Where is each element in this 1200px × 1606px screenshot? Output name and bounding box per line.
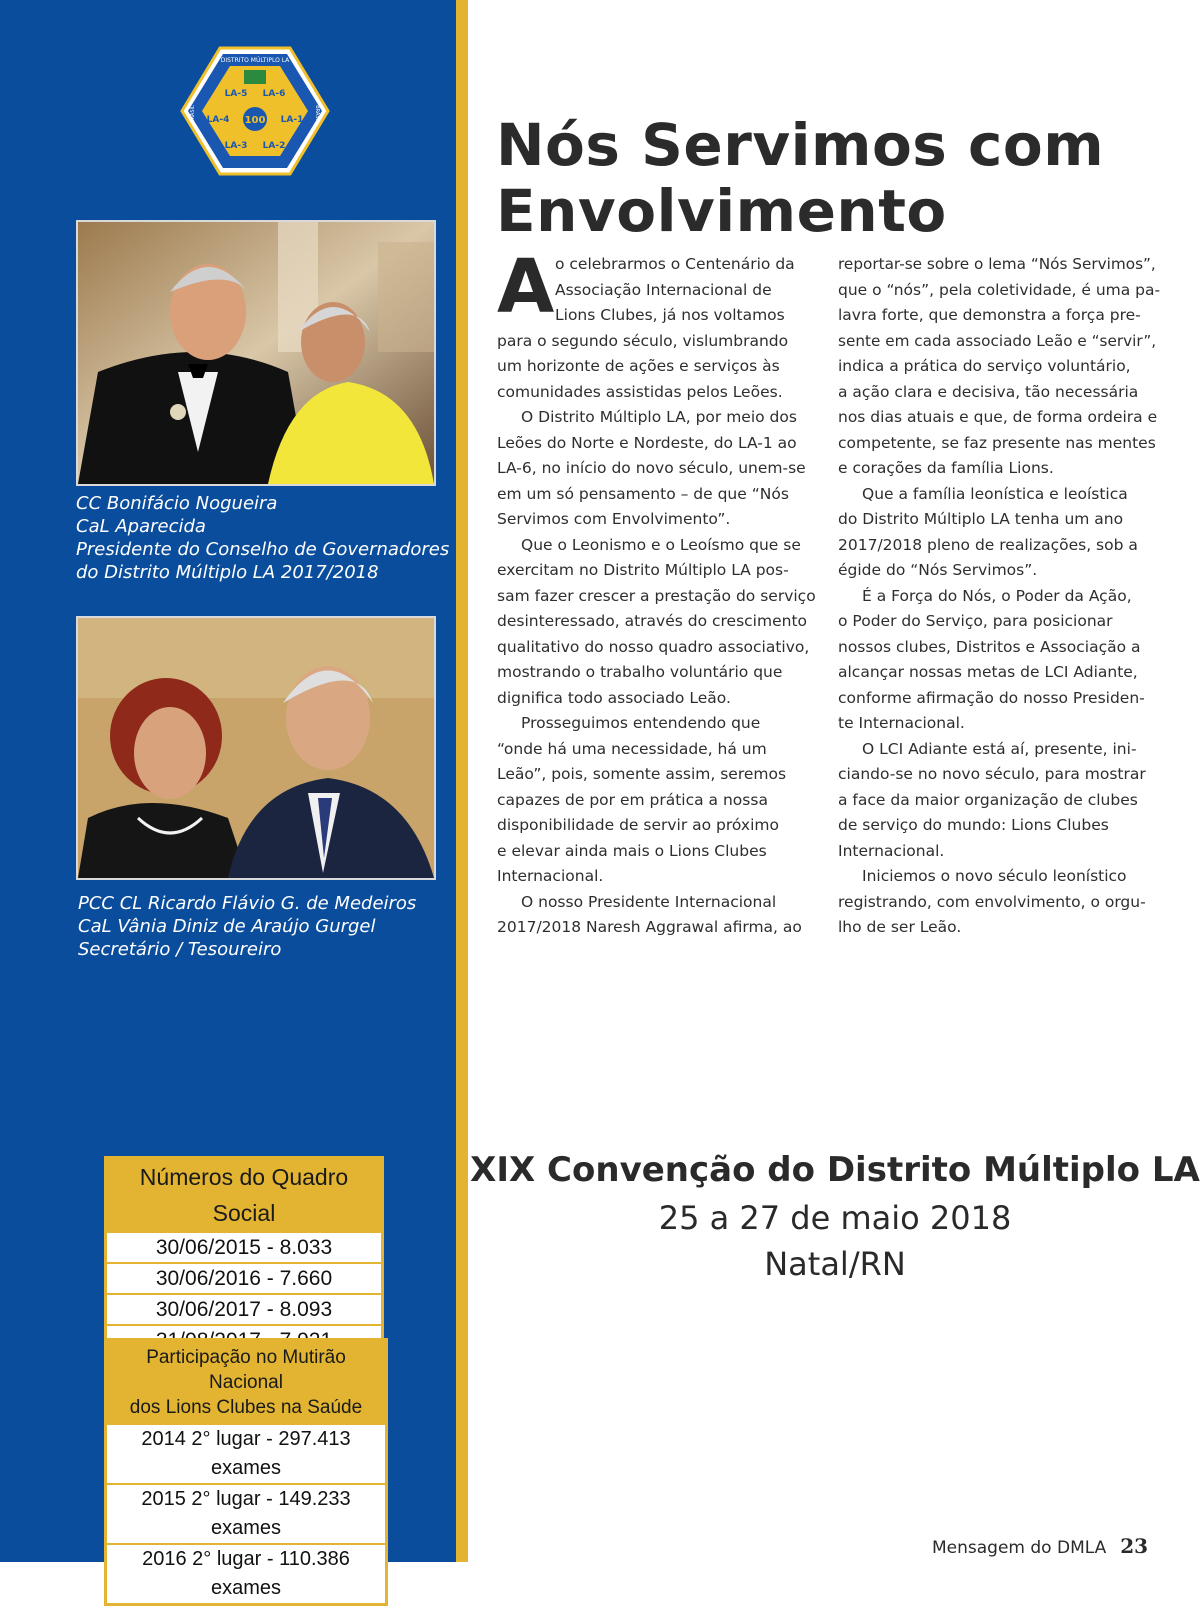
article-line: registrando, com envolvimento, o orgu- bbox=[838, 892, 1146, 911]
article-line: O nosso Presidente Internacional bbox=[521, 892, 777, 911]
article-line: de serviço do mundo: Lions Clubes bbox=[838, 816, 1109, 834]
article-line: Que o Leonismo e o Leoísmo que se bbox=[521, 535, 801, 554]
article-line: Internacional. bbox=[497, 867, 604, 885]
article-column-2 bbox=[838, 252, 1160, 941]
article-line: mostrando o trabalho voluntário que bbox=[497, 663, 783, 681]
article-title-line: Envolvimento bbox=[496, 177, 947, 245]
article-line: LA-6, no início do novo século, unem-se bbox=[497, 459, 806, 477]
article-line: exercitam no Distrito Múltiplo LA pos- bbox=[497, 561, 789, 579]
article-line: égide do “Nós Servimos”. bbox=[838, 561, 1038, 579]
logo-district-la4: LA-4 bbox=[206, 115, 230, 125]
article-line: nos dias atuais e que, de forma ordeira e bbox=[838, 408, 1158, 426]
footer-section: Mensagem do DMLA bbox=[932, 1538, 1107, 1558]
health-stats-row: 2016 2° lugar - 110.386 exames bbox=[107, 1543, 385, 1603]
photo-couple-2 bbox=[76, 616, 436, 880]
article-line: qualitativo do nosso quadro associativo, bbox=[497, 637, 810, 656]
photo2-caption bbox=[78, 892, 416, 961]
logo-district-la1: LA-1 bbox=[280, 115, 304, 125]
caption-line: CaL Vânia Diniz de Araújo Gurgel bbox=[78, 916, 376, 937]
article-line: lho de ser Leão. bbox=[838, 918, 962, 936]
article-line: lavra forte, que demonstra a força pre- bbox=[838, 306, 1141, 324]
logo-top-text: DISTRITO MÚLTIPLO LA bbox=[220, 57, 290, 64]
logo-side-left: BRASIL bbox=[190, 105, 196, 123]
convention-title: XIX Convenção do Distrito Múltiplo LA bbox=[470, 1150, 1200, 1190]
article-line: te Internacional. bbox=[838, 714, 965, 732]
membership-stats-box bbox=[104, 1156, 384, 1358]
article-line: sam fazer crescer a prestação do serviço bbox=[497, 586, 816, 605]
photo1-caption bbox=[76, 492, 449, 584]
page-number: 23 bbox=[1120, 1534, 1149, 1558]
caption-line: CC Bonifácio Nogueira bbox=[76, 493, 278, 514]
caption-line: PCC CL Ricardo Flávio G. de Medeiros bbox=[78, 893, 417, 914]
article-line: Leões do Norte e Nordeste, do LA-1 ao bbox=[497, 433, 797, 452]
logo-district-la6: LA-6 bbox=[262, 89, 286, 99]
drop-cap: A bbox=[497, 244, 555, 330]
article-line: um horizonte de ações e serviços às bbox=[497, 357, 780, 375]
health-stats-header bbox=[107, 1341, 385, 1423]
gold-stripe bbox=[456, 0, 468, 1562]
article-line: capazes de por em prática a nossa bbox=[497, 790, 768, 809]
membership-stats-header: Números do Quadro Social bbox=[107, 1159, 381, 1231]
article-line: Internacional. bbox=[838, 841, 945, 860]
article-line: Leão”, pois, somente assim, seremos bbox=[497, 765, 787, 783]
health-stats-header-line: dos Lions Clubes na Saúde bbox=[129, 1397, 363, 1418]
membership-stats-row: 30/06/2017 - 8.093 bbox=[107, 1293, 381, 1324]
logo-district-la5: LA-5 bbox=[224, 89, 248, 99]
article-line: a face da maior organização de clubes bbox=[838, 790, 1138, 809]
article-line: 2017/2018 Naresh Aggrawal afirma, ao bbox=[497, 918, 802, 936]
article-line: desinteressado, através do crescimento bbox=[497, 612, 808, 630]
logo-district-la3: LA-3 bbox=[224, 141, 248, 151]
article-line: O Distrito Múltiplo LA, por meio dos bbox=[521, 408, 797, 426]
caption-line: do Distrito Múltiplo LA 2017/2018 bbox=[76, 562, 379, 583]
article-line: do Distrito Múltiplo LA tenha um ano bbox=[838, 510, 1124, 528]
article-line: para o segundo século, vislumbrando bbox=[497, 331, 789, 350]
health-stats-box bbox=[104, 1338, 388, 1606]
article-line: Lions Clubes, já nos voltamos bbox=[555, 306, 785, 324]
article-line: e corações da família Lions. bbox=[838, 459, 1054, 477]
article-line: reportar-se sobre o lema “Nós Servimos”, bbox=[838, 255, 1156, 273]
article-line: competente, se faz presente nas mentes bbox=[838, 433, 1156, 452]
article-line: o celebrarmos o Centenário da bbox=[555, 255, 795, 273]
article-line: ciando-se no novo século, para mostrar bbox=[838, 765, 1146, 783]
article-line: O LCI Adiante está aí, presente, ini- bbox=[862, 739, 1137, 758]
article-line: dignifica todo associado Leão. bbox=[497, 688, 731, 707]
caption-line: Secretário / Tesoureiro bbox=[78, 939, 282, 960]
article-line: comunidades assistidas pelos Leões. bbox=[497, 382, 783, 401]
article-line: a ação clara e decisiva, tão necessária bbox=[838, 382, 1139, 401]
convention-dates: 25 a 27 de maio 2018 bbox=[658, 1199, 1012, 1237]
article-line: disponibilidade de servir ao próximo bbox=[497, 816, 779, 834]
logo-center: 100 bbox=[244, 115, 266, 126]
article-line: É a Força do Nós, o Poder da Ação, bbox=[862, 586, 1132, 605]
article-line: Que a família leonística e leoística bbox=[862, 484, 1128, 503]
article-line: nossos clubes, Distritos e Associação a bbox=[838, 637, 1141, 656]
article-line: 2017/2018 pleno de realizações, sob a bbox=[838, 535, 1138, 554]
article-line: que o “nós”, pela coletividade, é uma pa- bbox=[838, 280, 1161, 299]
caption-line: CaL Aparecida bbox=[76, 516, 206, 537]
article-line: Prosseguimos entendendo que bbox=[521, 714, 761, 732]
article-line: “onde há uma necessidade, há um bbox=[497, 739, 767, 758]
article-line: o Poder do Serviço, para posicionar bbox=[838, 612, 1113, 630]
article-column-1 bbox=[497, 244, 819, 941]
photo-couple-1 bbox=[76, 220, 436, 486]
article-line: Associação Internacional de bbox=[555, 280, 772, 299]
logo-side-right: BRASIL bbox=[314, 105, 320, 123]
convention-city: Natal/RN bbox=[764, 1245, 906, 1283]
article-line: indica a prática do serviço voluntário, bbox=[838, 357, 1131, 375]
page-footer bbox=[932, 1534, 1148, 1558]
logo-district-la2: LA-2 bbox=[262, 141, 286, 151]
district-logo bbox=[180, 46, 330, 176]
article-title-line: Nós Servimos com bbox=[496, 111, 1105, 179]
caption-line: Presidente do Conselho de Governadores bbox=[76, 539, 450, 560]
article-line: em um só pensamento – de que “Nós bbox=[497, 484, 789, 503]
article-line: Iniciemos o novo século leonístico bbox=[862, 867, 1127, 885]
article-line: alcançar nossas metas de LCI Adiante, bbox=[838, 663, 1138, 681]
article-line: sente em cada associado Leão e “servir”, bbox=[838, 331, 1157, 350]
membership-stats-row: 30/06/2016 - 7.660 bbox=[107, 1262, 381, 1293]
article-title bbox=[496, 112, 1156, 244]
health-stats-row: 2015 2° lugar - 149.233 exames bbox=[107, 1483, 385, 1543]
health-stats-header-line: Participação no Mutirão Nacional bbox=[146, 1347, 346, 1393]
article-line: Servimos com Envolvimento”. bbox=[497, 510, 731, 528]
article-line: conforme afirmação do nosso Presiden- bbox=[838, 688, 1145, 707]
article-line: e elevar ainda mais o Lions Clubes bbox=[497, 841, 767, 860]
health-stats-row: 2014 2° lugar - 297.413 exames bbox=[107, 1423, 385, 1483]
membership-stats-row: 30/06/2015 - 8.033 bbox=[107, 1231, 381, 1262]
